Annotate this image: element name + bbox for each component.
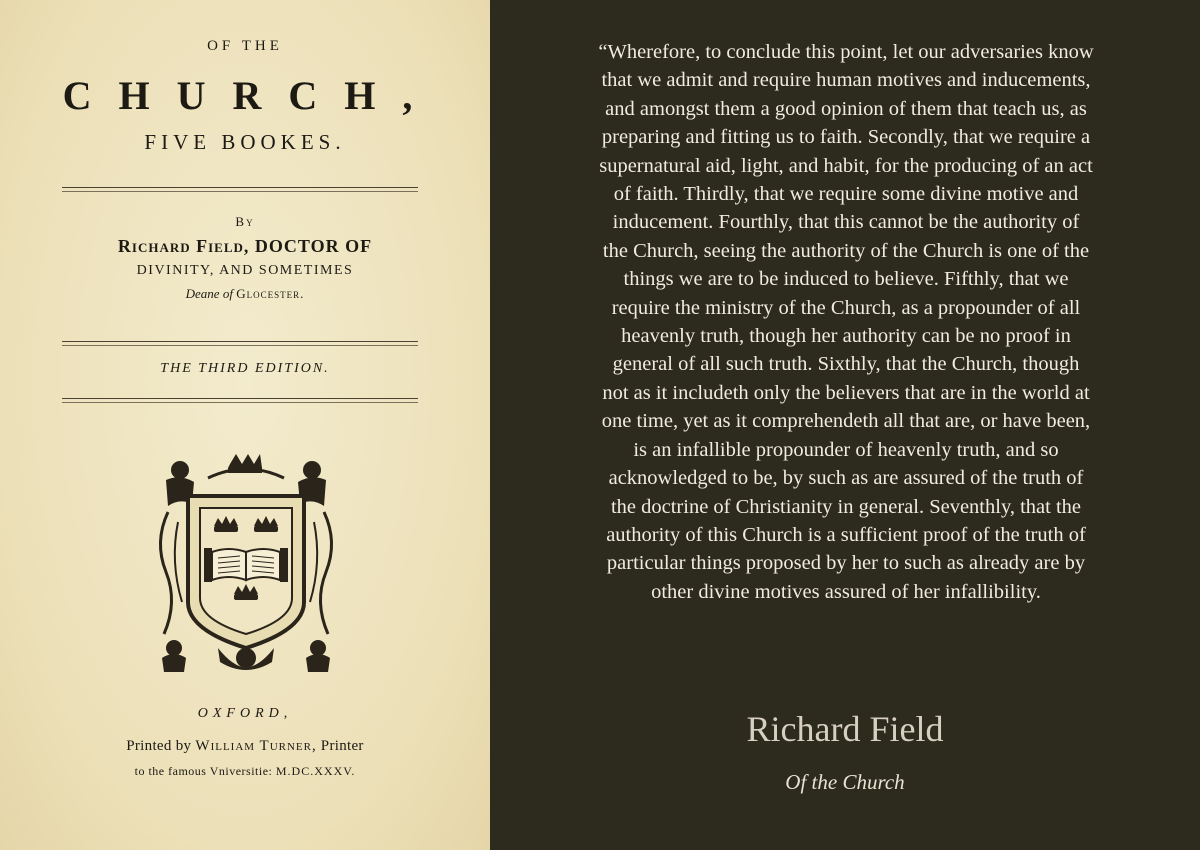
quote-line: other divine motives assured of her infallibility. [651,580,1041,603]
divider-rule [62,191,418,192]
university-line: to the famous Vniversitie: [134,764,273,778]
imprint-date: M.DC.XXXV. [275,764,356,778]
deane-word: Deane [185,286,220,301]
book-title-page [0,0,490,850]
byline-by: By [235,214,255,229]
quote-line: the Church, seeing the authority of the Church is one of the [602,239,1090,262]
author-divinity: DIVINITY, AND SOMETIMES [136,263,354,278]
deane-place: Glocester. [236,286,305,301]
quote-line: authority of this Church is a sufficient proof of the truth of [606,523,1086,546]
title-church: CHURCH, [62,73,440,118]
printed-by: Printed by [126,738,192,754]
quote-line: general of all such truth. Sixthly, that the Church, though [612,353,1080,376]
imprint-printer [0,738,490,755]
quote-source-title: Of the Church [785,770,905,794]
divider-rule [62,345,418,346]
quote-line: acknowledged to be, by such as are assured of the truth of [608,467,1084,490]
quote-line: particular things proposed by her to such as already are by [606,552,1086,575]
author-name: Richard Field, [117,236,250,256]
quote-text [526,38,1166,606]
divider-rule [62,341,418,342]
quote-panel [490,0,1200,850]
quote-line: of faith. Thirdly, that we require some divine motive and [613,183,1079,206]
printer-name: William Turner, [195,738,317,754]
author-line [0,236,490,257]
imprint-oxford: OXFORD, [197,706,293,721]
quote-line: one time, yet as it comprehendeth all that are, or have been, [601,410,1091,433]
quote-line: is an infallible propounder of heavenly truth, and so [633,438,1059,461]
divider-rule [62,187,418,188]
quote-line: and amongst them a good opinion of them that teach us, as [605,97,1087,120]
edition-label: THE THIRD EDITION. [160,361,330,376]
imprint-university [0,764,490,779]
quote-line: inducement. Fourthly, that this cannot be the authority of [612,211,1080,234]
printer-word: Printer [320,738,364,754]
quote-line: the doctrine of Christianity in general. Seventhly, that the [610,495,1082,518]
author-deane [0,286,490,302]
quote-line: heavenly truth, though her authority can be no proof in [621,325,1071,348]
quote-line: require the ministry of the Church, as a propounder of all [611,296,1081,319]
author-degree: DOCTOR OF [254,236,373,256]
quote-line: that we admit and require human motives and inducements, [601,69,1091,92]
quote-author: Richard Field [746,709,944,749]
quote-line: supernatural aid, light, and habit, for the producing of an act [599,154,1093,177]
oxford-arms-emblem-icon [148,452,344,674]
divider-rule [62,402,418,403]
quote-line: not as it includeth only the believers that are in the world at [602,381,1090,404]
quote-line: “Wherefore, to conclude this point, let our adversaries know [598,41,1094,63]
title-five-bookes: FIVE BOOKES. [144,130,346,154]
quote-line: things we are to be induced to believe. Fifthly, that we [623,268,1069,291]
divider-rule [62,398,418,399]
title-of-the: OF THE [207,38,283,54]
deane-of: of [222,286,233,301]
quote-line: preparing and fitting us to faith. Secondly, that we require a [601,126,1091,149]
